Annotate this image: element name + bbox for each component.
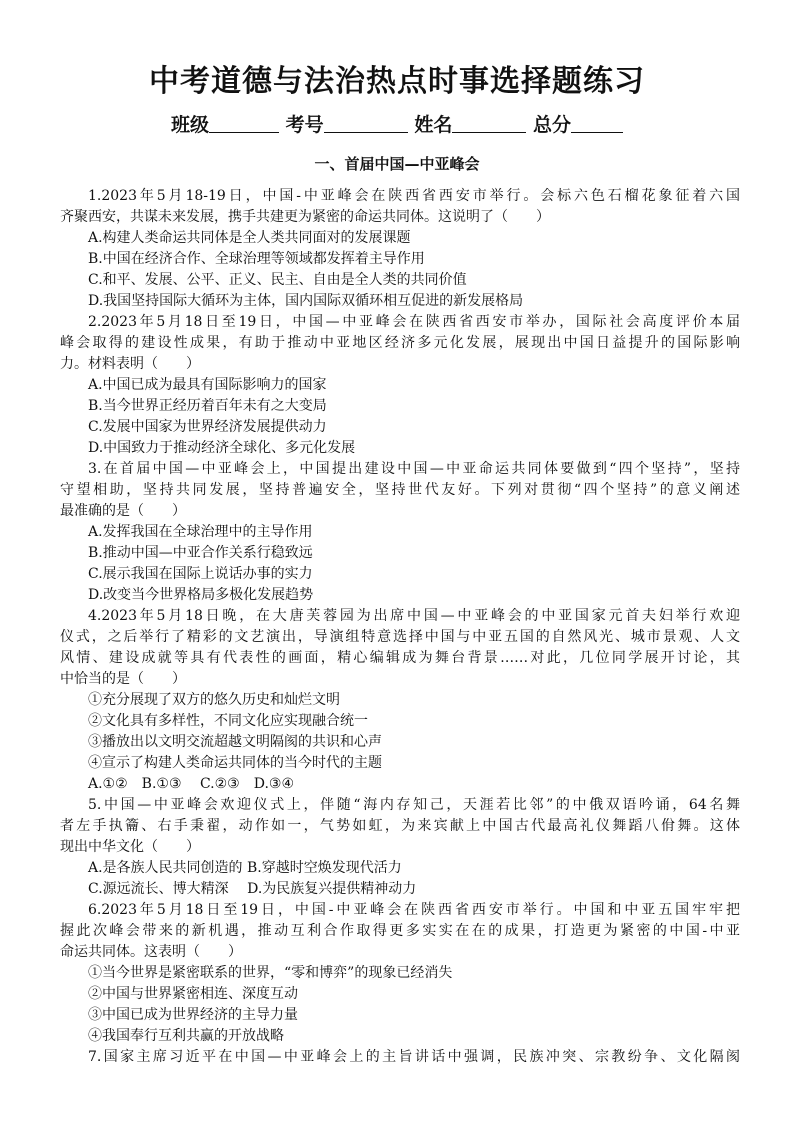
option-line: B.中国在经济合作、全球治理等领域都发挥着主导作用 — [88, 251, 425, 267]
score-blank — [571, 112, 623, 133]
score-label: 总分 — [532, 114, 571, 136]
question-text-line: 命运共同体。这表明（ ） — [60, 944, 242, 960]
option-line: A.①② B.①③ C.②③ D.③④ — [88, 776, 294, 792]
section-heading: 一、首届中国—中亚峰会 — [314, 155, 480, 173]
question-text-line: 5.中国—中亚峰会欢迎仪式上，伴随“海内存知己，天涯若比邻”的中俄双语吟诵，64名舞 — [88, 797, 740, 813]
name-blank — [452, 112, 526, 133]
question-text-line: 者左手执籥、右手秉翟，动作如一，气势如虹，为来宾献上中国古代最高礼仪舞蹈八佾舞。这体 — [60, 818, 740, 834]
question-text-line: 现出中华文化（ ） — [60, 839, 200, 855]
option-line: C.发展中国家为世界经济发展提供动力 — [88, 419, 327, 435]
option-line: C.和平、发展、公平、正义、民主、自由是全人类的共同价值 — [88, 272, 467, 288]
option-line: ②中国与世界紧密相连、深度互动 — [88, 986, 298, 1002]
question-text-line: 1.2023年5月18-19日，中国-中亚峰会在陕西省西安市举行。会标六色石榴花象征着六国 — [88, 188, 740, 204]
question-list — [60, 186, 740, 1068]
page-title: 中考道德与法治热点时事选择题练习 — [149, 64, 645, 99]
option-line: A.构建人类命运共同体是全人类共同面对的发展课题 — [88, 230, 411, 246]
option-line: ①充分展现了双方的悠久历史和灿烂文明 — [88, 692, 340, 708]
question-text-line: 峰会取得的建设性成果，有助于推动中亚地区经济多元化发展，展现出中国日益提升的国际影响 — [60, 335, 740, 351]
question-text-line: 最准确的是（ ） — [60, 503, 186, 519]
exam-no-blank — [324, 112, 408, 133]
option-line: ③播放出以文明交流超越文明隔阂的共识和心声 — [88, 734, 382, 750]
option-line: ④我国奉行互利共赢的开放战略 — [88, 1028, 284, 1044]
question-text-line: 握此次峰会带来的新机遇，推动互利合作取得更多实实在在的成果，打造更为紧密的中国-中亚 — [60, 923, 740, 939]
class-blank — [209, 112, 279, 133]
question-text-line: 中恰当的是（ ） — [60, 671, 186, 687]
option-line: D.改变当今世界格局多极化发展趋势 — [88, 587, 314, 603]
option-line: ③中国已成为世界经济的主导力量 — [88, 1007, 298, 1023]
question-text-line: 7.国家主席习近平在中国—中亚峰会上的主旨讲话中强调，民族冲突、宗教纷争、文化隔阂 — [88, 1049, 740, 1065]
exam-no-label: 考号 — [285, 114, 324, 136]
option-line: ①当今世界是紧密联系的世界，“零和博弈”的现象已经消失 — [88, 965, 453, 981]
option-line: A.发挥我国在全球治理中的主导作用 — [88, 524, 313, 540]
option-line: A.中国已成为最具有国际影响力的国家 — [88, 377, 327, 393]
option-line: D.中国致力于推动经济全球化、多元化发展 — [88, 440, 356, 456]
question-text-line: 2.2023年5月18日至19日，中国—中亚峰会在陕西省西安市举办，国际社会高度评价本届 — [88, 314, 740, 330]
name-label: 姓名 — [414, 114, 453, 136]
question-text-line: 6.2023年5月18日至19日，中国-中亚峰会在陕西省西安市举行。中国和中亚五国牢牢把 — [88, 902, 740, 918]
question-text-line: 齐聚西安，共谋未来发展，携手共建更为紧密的命运共同体。这说明了（ ） — [60, 209, 550, 225]
option-line: ④宣示了构建人类命运共同体的当今时代的主题 — [88, 755, 382, 771]
question-text-line: 力。材料表明（ ） — [60, 356, 200, 372]
class-label: 班级 — [171, 114, 210, 136]
question-text-line: 4.2023年5月18日晚，在大唐芙蓉园为出席中国—中亚峰会的中亚国家元首夫妇举行欢迎 — [88, 608, 740, 624]
question-text-line: 守望相助，坚持共同发展，坚持普遍安全，坚持世代友好。下列对贯彻“四个坚持”的意义阐述 — [60, 482, 740, 498]
question-text-line: 风情、建设成就等具有代表性的画面，精心编辑成为舞台背景……对此，几位同学展开讨论，其 — [60, 650, 740, 666]
option-line: C.源远流长、博大精深 D.为民族复兴提供精神动力 — [88, 881, 417, 897]
student-info-row — [0, 112, 794, 138]
question-text-line: 3.在首届中国—中亚峰会上，中国提出建设中国—中亚命运共同体要做到“四个坚持”，坚持 — [88, 461, 740, 477]
option-line: B.当今世界正经历着百年未有之大变局 — [88, 398, 327, 414]
option-line: B.推动中国—中亚合作关系行稳致远 — [88, 545, 313, 561]
option-line: ②文化具有多样性，不同文化应实现融合统一 — [88, 713, 368, 729]
option-line: C.展示我国在国际上说话办事的实力 — [88, 566, 313, 582]
option-line: D.我国坚持国际大循环为主体，国内国际双循环相互促进的新发展格局 — [88, 293, 524, 309]
option-line: A.是各族人民共同创造的 B.穿越时空焕发现代活力 — [88, 860, 402, 876]
question-text-line: 仪式，之后举行了精彩的文艺演出，导演组特意选择中国与中亚五国的自然风光、城市景观、人文 — [60, 629, 740, 645]
